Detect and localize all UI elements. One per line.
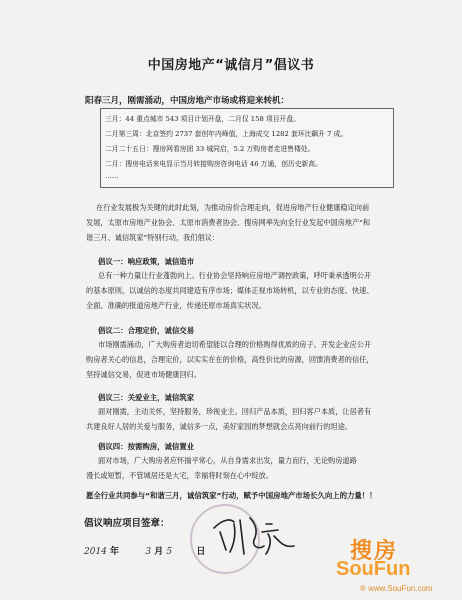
- intro-line-2: 发展，太原市房地产业协会、太原市消费者协会、搜房网率先向全行业发起中国房地产“和: [86, 218, 371, 227]
- section-1-line-2: 的基本原则，以诚信的态度共同建造有序市场；媒体正视市场转机，以专业的态度、快速、: [86, 286, 374, 295]
- date-year: 2014: [84, 547, 107, 557]
- logo-wordmark: SouFun: [336, 558, 411, 580]
- date-month-suffix: 月: [154, 547, 164, 557]
- logo-url: ® www.SouFun.com: [360, 584, 433, 593]
- section-4-line-2: 漫长或短暂，不管城居还是大宅，幸福将时刻在心中绽放。: [86, 471, 273, 480]
- signature-label: 倡议响应项目签章：: [84, 518, 170, 529]
- section-2-line-2: 购房者关心的信息，合理定价，以实实在在的价格，高性价比的房源，回馈消费者的信任，: [86, 355, 374, 364]
- section-1-line-3: 全面、准确的报道房地产行业，传递还原市场真实状况。: [86, 301, 266, 310]
- intro-line-1: 在行业发展极为关键的此时此刻，为推动房价合理走向，促进房地产行业健康稳定向前: [96, 203, 370, 212]
- section-4-heading: 倡议四：按需购房，诚信置业: [98, 442, 195, 451]
- section-1-line-1: 总有一种力量让行业蓬勃向上。行业协会坚持响应房地产调控政策，呼吁秉承透明公开: [98, 271, 372, 280]
- soufun-logo: [330, 534, 455, 598]
- news-line-3: 二月二十五日：搜房网看房团 33 城同启，5.2 万购房者走进售楼处。: [105, 145, 315, 153]
- closing-line: 愿全行业共同参与“和谐三月，诚信筑家”行动，赋予中国房地产市场长久向上的力量！！: [86, 491, 377, 500]
- section-3-heading: 倡议三：关爱业主，诚信筑家: [98, 393, 195, 402]
- section-1-heading: 倡议一：响应政策，诚信造市: [98, 257, 195, 266]
- section-4-line-1: 面对市场，广大购房者应怀揣平常心，从自身需求出发，量力而行，无论购房道路: [98, 456, 357, 465]
- news-line-5: ……: [105, 172, 119, 180]
- section-2-line-3: 坚持诚信交易，促进市场健康回归。: [86, 370, 202, 379]
- news-line-1: 三月：44 重点城市 543 项目计划开盘，二月仅 158 项目开盘。: [105, 115, 300, 123]
- date-year-suffix: 年: [110, 547, 120, 557]
- date-day-suffix: 日: [196, 547, 206, 557]
- section-2-heading: 倡议二：合理定价，诚信交易: [98, 326, 195, 335]
- news-line-4: 二月：搜房电话来电显示当月转接购房咨询电话 46 万通，创历史新高。: [105, 160, 322, 168]
- intro-line-3: 谐三月、诚信筑家”特别行动，我们倡议：: [86, 233, 220, 242]
- opening-line: 阳春三月，刚需涌动，中国房地产市场或将迎来转机：: [85, 96, 290, 106]
- date-month: 3: [145, 547, 152, 557]
- news-line-2: 二月第三周：北京签约 2737 套创年内峰值，上海成交 1282 套环比飙升 7 成。: [105, 130, 348, 138]
- news-box: [100, 108, 394, 188]
- section-3-line-1: 面对刚需，主动关怀，坚持服务，珍视业主。回归产品本质，回归客户本质，让居者有: [98, 407, 372, 416]
- logo-chinese-text: 搜房: [350, 539, 399, 564]
- date-row: [84, 544, 205, 557]
- document-title: 中国房地产“诚信月”倡议书: [147, 58, 315, 73]
- section-3-line-2: 共建良好人居的关爱与服务，诚信多一点，美好家园的梦想就会点亮向前行的坦途。: [86, 422, 352, 431]
- section-2-line-1: 市场刚需涌动，广大购房者迫切希望能以合理的价格购得优质的房子。开发企业应公开: [98, 340, 372, 349]
- handwritten-signature: [210, 510, 300, 560]
- date-day: 5: [166, 547, 173, 557]
